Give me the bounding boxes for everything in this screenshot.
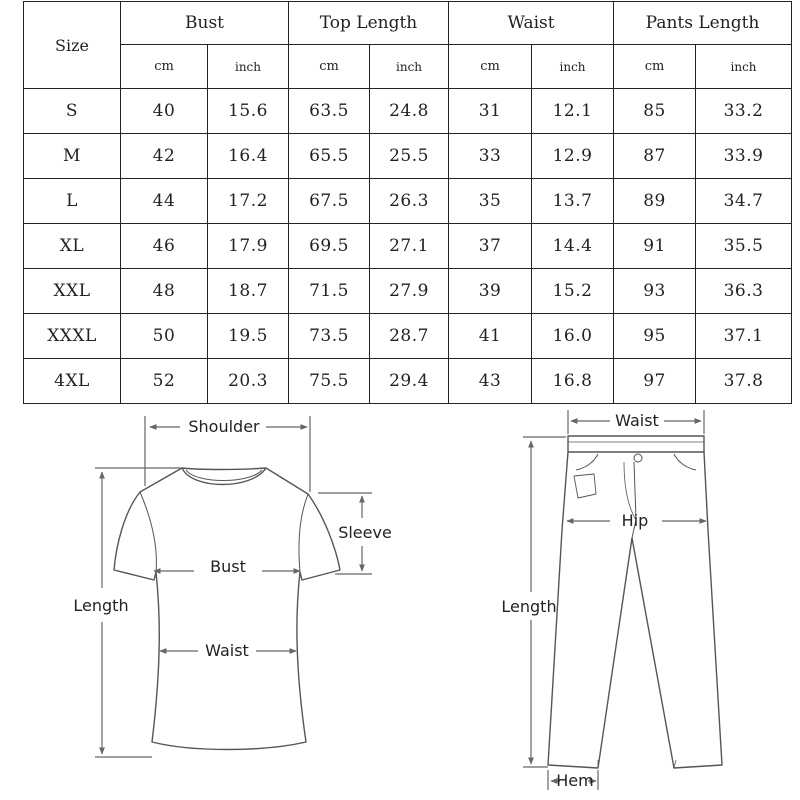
value-cell: 37.8 <box>696 359 792 404</box>
size-cell: 4XL <box>24 359 121 404</box>
value-cell: 52 <box>121 359 208 404</box>
size-cell: XXL <box>24 269 121 314</box>
value-cell: 20.3 <box>208 359 289 404</box>
pants-length-measure <box>523 437 566 767</box>
unit-cm-header: cm <box>289 45 370 89</box>
value-cell: 26.3 <box>370 179 449 224</box>
value-cell: 63.5 <box>289 89 370 134</box>
shirt-length-label: Length <box>73 596 129 615</box>
pants-length-header: Pants Length <box>614 2 792 45</box>
table-row <box>24 89 792 134</box>
value-cell: 73.5 <box>289 314 370 359</box>
value-cell: 75.5 <box>289 359 370 404</box>
value-cell: 15.6 <box>208 89 289 134</box>
value-cell: 27.1 <box>370 224 449 269</box>
table-row <box>24 134 792 179</box>
value-cell: 37 <box>449 224 532 269</box>
value-cell: 37.1 <box>696 314 792 359</box>
value-cell: 71.5 <box>289 269 370 314</box>
unit-inch-header: inch <box>696 45 792 89</box>
value-cell: 97 <box>614 359 696 404</box>
value-cell: 35 <box>449 179 532 224</box>
value-cell: 35.5 <box>696 224 792 269</box>
value-cell: 16.0 <box>532 314 614 359</box>
value-cell: 28.7 <box>370 314 449 359</box>
unit-inch-header: inch <box>370 45 449 89</box>
value-cell: 17.9 <box>208 224 289 269</box>
value-cell: 31 <box>449 89 532 134</box>
pants-waist-label: Waist <box>615 411 659 430</box>
value-cell: 27.9 <box>370 269 449 314</box>
size-chart-table <box>23 1 792 404</box>
table-row <box>24 314 792 359</box>
value-cell: 95 <box>614 314 696 359</box>
shoulder-label: Shoulder <box>188 417 260 436</box>
value-cell: 43 <box>449 359 532 404</box>
value-cell: 48 <box>121 269 208 314</box>
value-cell: 17.2 <box>208 179 289 224</box>
value-cell: 18.7 <box>208 269 289 314</box>
value-cell: 39 <box>449 269 532 314</box>
value-cell: 16.4 <box>208 134 289 179</box>
value-cell: 14.4 <box>532 224 614 269</box>
value-cell: 33.9 <box>696 134 792 179</box>
hip-label: Hip <box>621 511 649 530</box>
shoulder-measure <box>145 416 310 492</box>
unit-cm-header: cm <box>121 45 208 89</box>
table-row <box>24 179 792 224</box>
table-row <box>24 359 792 404</box>
value-cell: 67.5 <box>289 179 370 224</box>
value-cell: 29.4 <box>370 359 449 404</box>
size-cell: S <box>24 89 121 134</box>
pants-length-label: Length <box>501 597 557 616</box>
value-cell: 33.2 <box>696 89 792 134</box>
size-header: Size <box>24 2 121 89</box>
value-cell: 41 <box>449 314 532 359</box>
bust-header: Bust <box>121 2 289 45</box>
sleeve-measure <box>318 493 372 574</box>
pants-waist-measure <box>568 410 704 434</box>
size-cell: L <box>24 179 121 224</box>
value-cell: 89 <box>614 179 696 224</box>
value-cell: 85 <box>614 89 696 134</box>
table-row <box>24 224 792 269</box>
value-cell: 25.5 <box>370 134 449 179</box>
shirt-waist-label: Waist <box>205 641 249 660</box>
value-cell: 16.8 <box>532 359 614 404</box>
value-cell: 42 <box>121 134 208 179</box>
value-cell: 65.5 <box>289 134 370 179</box>
value-cell: 87 <box>614 134 696 179</box>
value-cell: 46 <box>121 224 208 269</box>
shirt-length-measure <box>95 468 182 757</box>
unit-inch-header: inch <box>532 45 614 89</box>
hem-measure <box>548 770 598 790</box>
size-cell: XXXL <box>24 314 121 359</box>
sleeve-label: Sleeve <box>338 523 392 542</box>
pants-outline <box>548 436 722 768</box>
table-row <box>24 269 792 314</box>
hem-label: Hem <box>556 771 594 790</box>
value-cell: 44 <box>121 179 208 224</box>
size-cell: M <box>24 134 121 179</box>
value-cell: 40 <box>121 89 208 134</box>
tshirt-outline <box>114 468 340 750</box>
value-cell: 15.2 <box>532 269 614 314</box>
waist-header: Waist <box>449 2 614 45</box>
value-cell: 69.5 <box>289 224 370 269</box>
value-cell: 12.1 <box>532 89 614 134</box>
unit-inch-header: inch <box>208 45 289 89</box>
value-cell: 34.7 <box>696 179 792 224</box>
value-cell: 36.3 <box>696 269 792 314</box>
value-cell: 19.5 <box>208 314 289 359</box>
value-cell: 33 <box>449 134 532 179</box>
value-cell: 12.9 <box>532 134 614 179</box>
unit-cm-header: cm <box>449 45 532 89</box>
value-cell: 24.8 <box>370 89 449 134</box>
size-cell: XL <box>24 224 121 269</box>
value-cell: 13.7 <box>532 179 614 224</box>
top-length-header: Top Length <box>289 2 449 45</box>
value-cell: 91 <box>614 224 696 269</box>
unit-cm-header: cm <box>614 45 696 89</box>
value-cell: 50 <box>121 314 208 359</box>
bust-label: Bust <box>210 557 246 576</box>
value-cell: 93 <box>614 269 696 314</box>
